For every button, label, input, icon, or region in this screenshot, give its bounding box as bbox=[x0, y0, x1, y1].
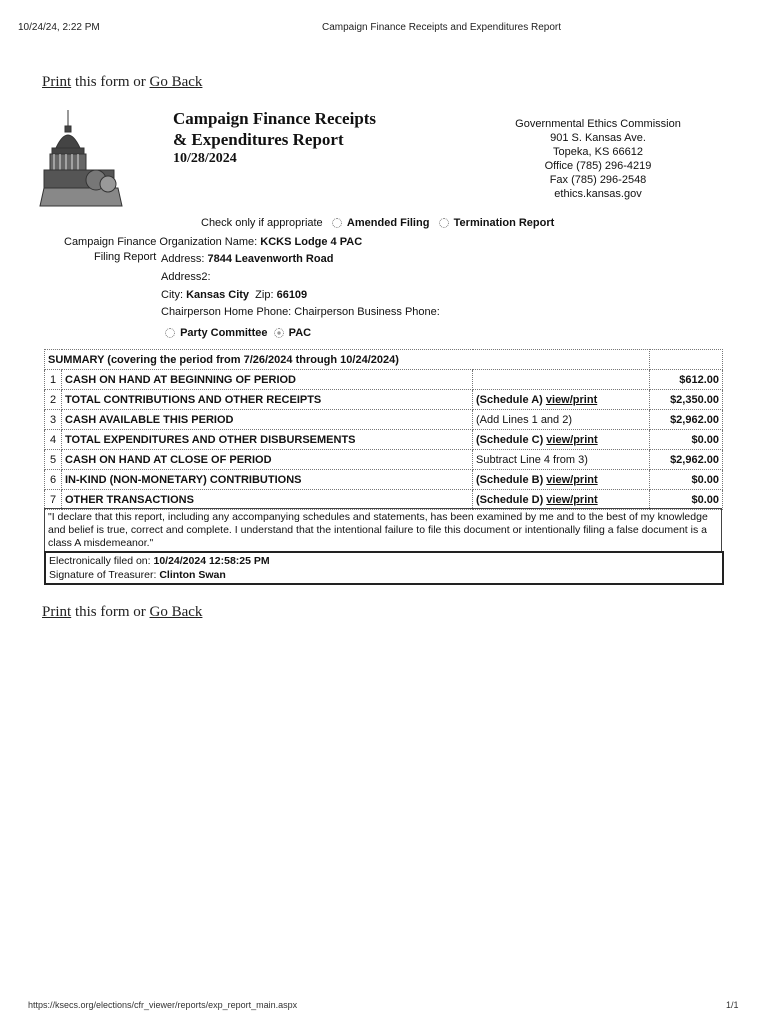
row-schedule: Subtract Line 4 from 3) bbox=[473, 450, 650, 470]
treasurer-label: Signature of Treasurer: bbox=[49, 569, 157, 581]
org-name-value: KCKS Lodge 4 PAC bbox=[260, 236, 363, 248]
row-amount: $0.00 bbox=[650, 470, 723, 490]
address-row bbox=[161, 253, 333, 265]
row-amount: $2,962.00 bbox=[650, 410, 723, 430]
table-row bbox=[45, 370, 723, 390]
go-back-link[interactable]: Go Back bbox=[149, 74, 203, 90]
chairperson-phones: Chairperson Home Phone: Chairperson Business Phone: bbox=[161, 306, 440, 318]
row-number: 4 bbox=[45, 430, 62, 450]
row-schedule: (Schedule A) view/print bbox=[473, 390, 650, 410]
schedule-c-view-print-link[interactable]: view/print bbox=[546, 433, 598, 446]
row-schedule: (Add Lines 1 and 2) bbox=[473, 410, 650, 430]
agency-address-block bbox=[500, 117, 696, 201]
agency-fax: Fax (785) 296-2548 bbox=[549, 174, 647, 186]
zip-label: Zip: bbox=[255, 289, 274, 301]
row-number: 2 bbox=[45, 390, 62, 410]
row-amount: $2,962.00 bbox=[650, 450, 723, 470]
row-label: OTHER TRANSACTIONS bbox=[62, 490, 473, 510]
row-label: IN-KIND (NON-MONETARY) CONTRIBUTIONS bbox=[62, 470, 473, 490]
table-row bbox=[45, 390, 723, 410]
check-label: Check only if appropriate bbox=[201, 217, 323, 229]
row-amount: $0.00 bbox=[650, 430, 723, 450]
agency-address1: 901 S. Kansas Ave. bbox=[550, 132, 646, 144]
address-value: 7844 Leavenworth Road bbox=[207, 253, 334, 265]
summary-header: SUMMARY (covering the period from 7/26/2024 through 10/24/2024) bbox=[45, 350, 650, 370]
report-date: 10/28/2024 bbox=[173, 151, 237, 166]
declaration-text: "I declare that this report, including any accompanying schedules and statements, has been examined by me and to the best of my knowledge and belief is true, correct and complete. I understand that the intentional failure to file this document or intentionally filing a false document is a class A misdemeanor." bbox=[44, 508, 722, 553]
agency-website: ethics.kansas.gov bbox=[554, 188, 642, 200]
row-number: 1 bbox=[45, 370, 62, 390]
agency-address2: Topeka, KS 66612 bbox=[553, 146, 643, 158]
row-schedule: (Schedule C) view/print bbox=[473, 430, 650, 450]
row-amount: $0.00 bbox=[650, 490, 723, 510]
filing-report-label: Filing Report bbox=[94, 251, 157, 263]
address-label: Address: bbox=[161, 253, 205, 265]
summary-table bbox=[44, 349, 723, 510]
row-label: TOTAL CONTRIBUTIONS AND OTHER RECEIPTS bbox=[62, 390, 473, 410]
row-schedule: (Schedule D) view/print bbox=[473, 490, 650, 510]
table-row bbox=[45, 410, 723, 430]
party-committee-label: Party Committee bbox=[180, 327, 268, 339]
zip-value: 66109 bbox=[276, 289, 308, 301]
amended-radio[interactable] bbox=[332, 218, 342, 228]
top-nav bbox=[42, 74, 202, 91]
schedule-a-view-print-link[interactable]: view/print bbox=[545, 393, 598, 406]
print-link[interactable]: Print bbox=[42, 74, 72, 90]
summary-header-row bbox=[45, 350, 723, 370]
row-number: 5 bbox=[45, 450, 62, 470]
city-zip-row bbox=[161, 289, 307, 301]
nav-separator-text: this form or bbox=[71, 74, 150, 90]
filed-on-label: Electronically filed on: bbox=[49, 555, 151, 567]
pac-label: PAC bbox=[288, 327, 312, 339]
report-title bbox=[173, 108, 376, 150]
signature-block bbox=[44, 551, 724, 585]
termination-label: Termination Report bbox=[453, 217, 555, 229]
print-footer-url: https://ksecs.org/elections/cfr_viewer/reports/exp_report_main.aspx bbox=[28, 1000, 298, 1010]
filing-check-row bbox=[201, 217, 554, 229]
city-value: Kansas City bbox=[186, 289, 250, 301]
nav-separator-text-bottom: this form or bbox=[71, 604, 150, 620]
treasurer-value: Clinton Swan bbox=[159, 569, 226, 581]
treasurer-row bbox=[49, 568, 719, 582]
filed-on-value: 10/24/2024 12:58:25 PM bbox=[153, 555, 270, 567]
table-row bbox=[45, 430, 723, 450]
report-title-line2: & Expenditures Report bbox=[173, 130, 344, 149]
city-label: City: bbox=[161, 289, 183, 301]
print-timestamp: 10/24/24, 2:22 PM bbox=[18, 22, 100, 33]
bottom-nav bbox=[42, 604, 202, 621]
row-schedule: (Schedule B) view/print bbox=[473, 470, 650, 490]
amended-label: Amended Filing bbox=[346, 217, 430, 229]
org-name-label: Campaign Finance Organization Name: bbox=[64, 236, 258, 248]
agency-name: Governmental Ethics Commission bbox=[515, 118, 681, 130]
go-back-link-bottom[interactable]: Go Back bbox=[149, 604, 203, 620]
row-amount: $612.00 bbox=[650, 370, 723, 390]
row-number: 7 bbox=[45, 490, 62, 510]
row-label: CASH AVAILABLE THIS PERIOD bbox=[62, 410, 473, 430]
row-schedule bbox=[473, 370, 650, 390]
row-label: TOTAL EXPENDITURES AND OTHER DISBURSEMENTS bbox=[62, 430, 473, 450]
report-title-line1: Campaign Finance Receipts bbox=[173, 109, 377, 128]
print-page-count: 1/1 bbox=[726, 1000, 739, 1010]
print-page-title: Campaign Finance Receipts and Expenditures Report bbox=[322, 22, 562, 33]
capitol-logo-icon bbox=[38, 108, 128, 213]
row-label: CASH ON HAND AT BEGINNING OF PERIOD bbox=[62, 370, 473, 390]
org-name-row bbox=[64, 236, 362, 248]
row-number: 6 bbox=[45, 470, 62, 490]
table-row bbox=[45, 470, 723, 490]
schedule-d-view-print-link[interactable]: view/print bbox=[546, 493, 598, 506]
table-row bbox=[45, 450, 723, 470]
row-amount: $2,350.00 bbox=[650, 390, 723, 410]
schedule-b-view-print-link[interactable]: view/print bbox=[546, 473, 598, 486]
address2-label: Address2: bbox=[161, 271, 211, 283]
agency-office-phone: Office (785) 296-4219 bbox=[544, 160, 652, 172]
table-row bbox=[45, 490, 723, 510]
row-label: CASH ON HAND AT CLOSE OF PERIOD bbox=[62, 450, 473, 470]
pac-radio[interactable] bbox=[274, 328, 284, 338]
row-number: 3 bbox=[45, 410, 62, 430]
termination-radio[interactable] bbox=[439, 218, 449, 228]
filed-on-row bbox=[49, 554, 719, 568]
party-committee-radio[interactable] bbox=[165, 328, 175, 338]
print-link-bottom[interactable]: Print bbox=[42, 604, 72, 620]
committee-type-row bbox=[165, 327, 311, 339]
